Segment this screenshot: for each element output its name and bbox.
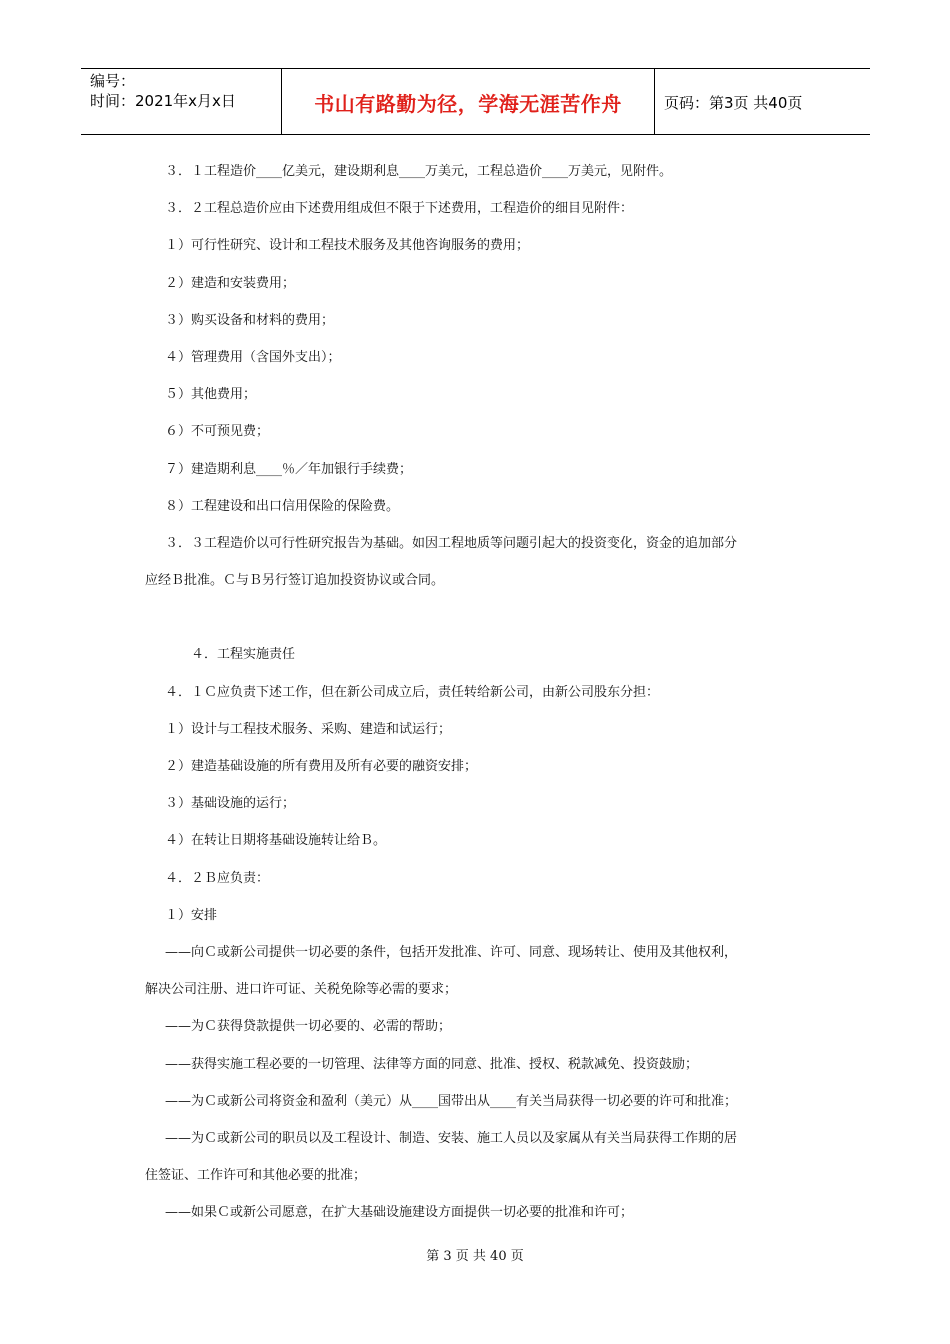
header-motto: 书山有路勤为径，学海无涯苦作舟 bbox=[314, 91, 622, 116]
paragraph: ４．１Ｃ应负责下述工作，但在新公司成立后，责任转给新公司，由新公司股东分担： bbox=[165, 684, 660, 700]
dash-item: ——为Ｃ获得贷款提供一切必要的、必需的帮助； bbox=[165, 1019, 452, 1035]
serial-label: 编号： bbox=[90, 72, 136, 90]
list-item: １）安排 bbox=[165, 907, 218, 923]
list-item: ５）其他费用； bbox=[165, 387, 257, 403]
paragraph: ３．２工程总造价应由下述费用组成但不限于下述费用，工程造价的细目见附件： bbox=[165, 201, 634, 217]
page-footer: 第 3 页 共 40 页 bbox=[426, 1249, 524, 1264]
dash-item: ——获得实施工程必要的一切管理、法律等方面的同意、批准、授权、税款减免、投资鼓励； bbox=[165, 1056, 699, 1072]
list-item: ７）建造期利息____％／年加银行手续费； bbox=[165, 461, 413, 477]
header-page-info: 页码：第3页 共40页 bbox=[664, 93, 803, 112]
header-divider bbox=[654, 69, 655, 135]
list-item: １）设计与工程技术服务、采购、建造和试运行； bbox=[165, 721, 452, 737]
paragraph: ３．１工程造价____亿美元，建设期利息____万美元，工程总造价____万美元，见附件。 bbox=[165, 164, 673, 179]
blank-line bbox=[145, 599, 810, 636]
list-item: ６）不可预见费； bbox=[165, 424, 270, 440]
paragraph: ３．３工程造价以可行性研究报告为基础。如因工程地质等问题引起大的投资变化，资金的追加部分 bbox=[165, 536, 738, 552]
paragraph-continuation: 解决公司注册、进口许可证、关税免除等必需的要求； bbox=[145, 982, 458, 998]
list-item: ２）建造和安装费用； bbox=[165, 275, 296, 291]
dash-item: ——向Ｃ或新公司提供一切必要的条件，包括开发批准、许可、同意、现场转让、使用及其他权利， bbox=[165, 945, 738, 961]
list-item: ３）基础设施的运行； bbox=[165, 796, 296, 812]
list-item: １）可行性研究、设计和工程技术服务及其他咨询服务的费用； bbox=[165, 238, 530, 254]
page-header bbox=[81, 68, 870, 135]
list-item: ４）在转让日期将基础设施转让给Ｂ。 bbox=[165, 833, 387, 849]
header-meta bbox=[90, 71, 280, 111]
section-heading: ４．工程实施责任 bbox=[191, 647, 296, 663]
paragraph-continuation: 应经Ｂ批准。Ｃ与Ｂ另行签订追加投资协议或合同。 bbox=[145, 573, 445, 589]
document-body bbox=[145, 153, 810, 1232]
time-label: 时间：2021年x月x日 bbox=[90, 92, 236, 110]
list-item: ３）购买设备和材料的费用； bbox=[165, 312, 335, 328]
list-item: ４）管理费用（含国外支出）； bbox=[165, 350, 341, 366]
paragraph: ４．２Ｂ应负责： bbox=[165, 870, 270, 886]
dash-item: ——为Ｃ或新公司的职员以及工程设计、制造、安装、施工人员以及家属从有关当局获得工作期的居 bbox=[165, 1131, 738, 1147]
list-item: ８）工程建设和出口信用保险的保险费。 bbox=[165, 498, 400, 514]
dash-item: ——为Ｃ或新公司将资金和盈利（美元）从____国带出从____有关当局获得一切必要的许可和批准； bbox=[165, 1093, 738, 1109]
dash-item: ——如果Ｃ或新公司愿意，在扩大基础设施建设方面提供一切必要的批准和许可； bbox=[165, 1205, 634, 1221]
list-item: ２）建造基础设施的所有费用及所有必要的融资安排； bbox=[165, 759, 478, 775]
paragraph-continuation: 住签证、工作许可和其他必要的批准； bbox=[145, 1168, 367, 1184]
